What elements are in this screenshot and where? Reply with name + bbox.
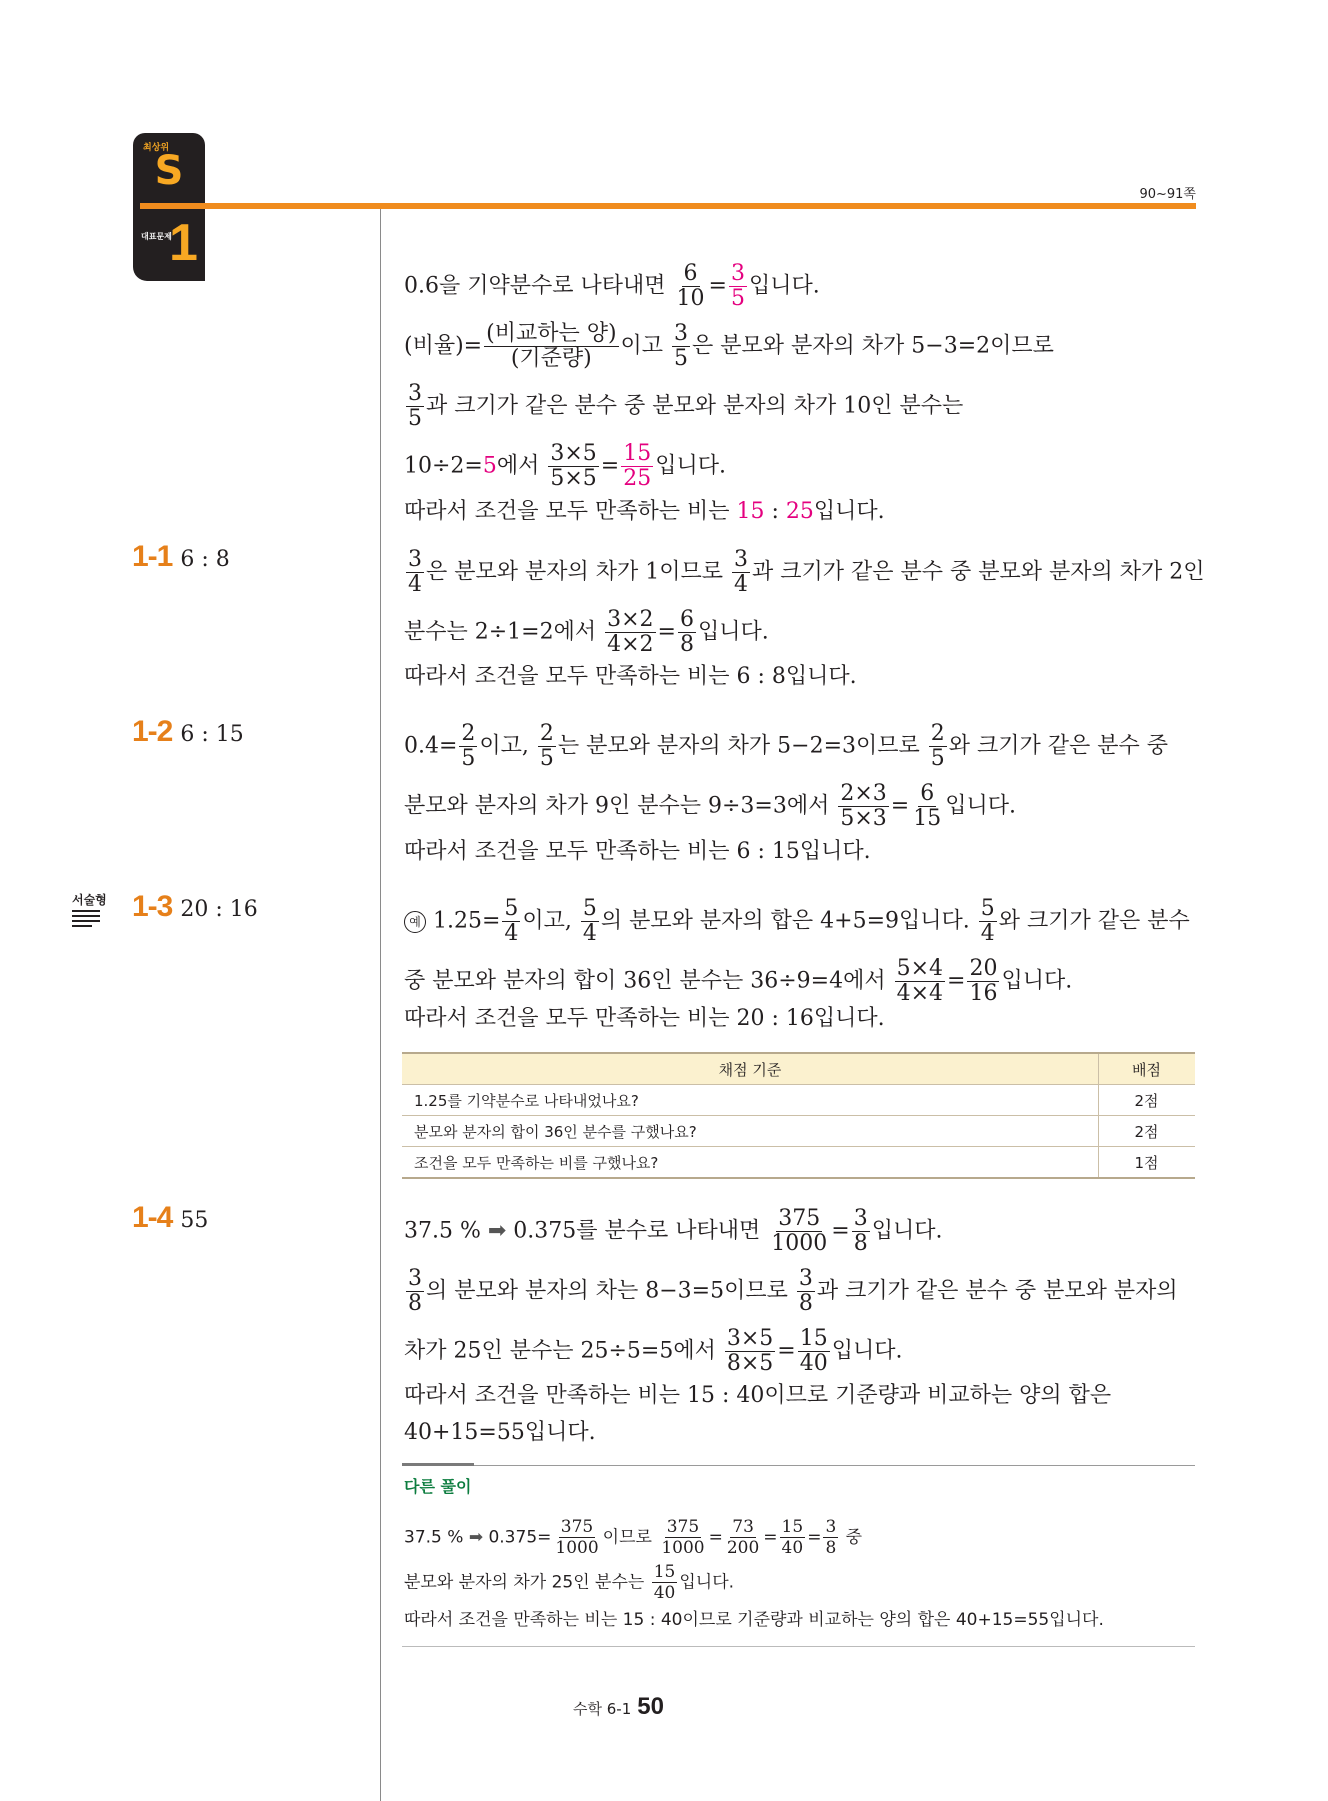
denominator: 5: [539, 746, 554, 771]
alt-solution-title: 다른 풀이: [404, 1477, 472, 1496]
alt-divider: [402, 1465, 1195, 1466]
fraction: [798, 1327, 830, 1376]
denominator: 4: [408, 572, 422, 597]
numerator: 3: [798, 1266, 813, 1291]
fraction: [725, 1327, 775, 1376]
page-number: 50: [637, 1693, 664, 1720]
text: 분모와 분자의 차가 25인 분수는: [404, 1572, 650, 1593]
text: =: [831, 1218, 850, 1244]
badge-letter: S: [154, 148, 184, 194]
text: 이고,: [479, 733, 536, 759]
numerator: 2: [930, 721, 945, 746]
fraction: [581, 897, 599, 946]
text: =: [807, 1527, 822, 1548]
table-header: 채점 기준: [402, 1053, 1099, 1085]
problem-answer: 6 : 15: [180, 722, 244, 747]
text: =: [777, 1338, 796, 1364]
fraction: [678, 608, 696, 657]
solution-line: [404, 322, 1054, 371]
text: 37.5 %: [404, 1527, 469, 1548]
denominator: 8: [679, 632, 694, 657]
text: 37.5 %: [404, 1218, 488, 1244]
numerator: 3: [674, 321, 689, 346]
denominator: 5: [730, 286, 745, 311]
table-row: [402, 1116, 1195, 1147]
fraction: [929, 722, 947, 771]
numerator: 3: [408, 1266, 422, 1291]
text: =: [708, 273, 727, 299]
essay-tag: [72, 891, 107, 930]
text: 따라서 조건을 모두 만족하는 비는: [404, 499, 737, 524]
problem-code: 1-4: [132, 1201, 173, 1234]
problem-1-1: [132, 540, 230, 574]
text: 와 크기가 같은 분수: [998, 908, 1190, 934]
text: 입니다.: [1001, 968, 1073, 994]
solution-line: [404, 1267, 1178, 1316]
denominator: 4: [504, 921, 519, 946]
denominator: 25: [623, 466, 652, 491]
numerator: 15: [781, 1517, 804, 1537]
fraction: [548, 442, 598, 491]
fraction: [652, 1562, 678, 1603]
text: 와 크기가 같은 분수 중: [948, 733, 1169, 759]
table-row: [402, 1147, 1195, 1179]
fraction: [459, 722, 477, 771]
text: 입니다.: [697, 619, 769, 645]
header-divider: [140, 203, 1196, 209]
text: 입니다.: [831, 1338, 903, 1364]
highlight-number: 5: [482, 453, 497, 479]
denominator: 8: [798, 1291, 813, 1316]
arrow-icon: ➡: [468, 1527, 484, 1548]
badge-label: 대표문제: [141, 232, 172, 241]
table-header-row: [402, 1053, 1195, 1085]
numerator: 3×2: [607, 607, 654, 632]
numerator: 6: [683, 261, 698, 286]
solution-line: 따라서 조건을 만족하는 비는 15 : 40이므로 기준량과 비교하는 양의 합은: [404, 1383, 1112, 1408]
denominator: 5: [461, 746, 476, 771]
text: 0.375=: [483, 1527, 552, 1548]
text: 1.25=: [426, 908, 501, 934]
denominator: 10: [676, 286, 705, 311]
fraction: [538, 722, 556, 771]
numerator: 3×5: [726, 1326, 774, 1351]
denominator: (기준량): [510, 346, 592, 371]
denominator: 8: [853, 1231, 868, 1256]
problem-1-4: [132, 1201, 208, 1235]
text: 과 크기가 같은 분수 중 분모와 분자의: [816, 1278, 1178, 1304]
solution-line: [404, 722, 1168, 771]
numerator: 3: [734, 547, 748, 572]
problem-code: 1-1: [132, 540, 173, 573]
numerator: 6: [679, 607, 694, 632]
numerator: 2: [539, 721, 554, 746]
solution-line: [404, 497, 885, 527]
fraction: [672, 322, 690, 371]
text: 의 분모와 분자의 합은 4+5=9입니다.: [600, 908, 977, 934]
text: (비율)=: [404, 333, 483, 359]
text: =: [763, 1527, 778, 1548]
denominator: 4×2: [607, 632, 654, 657]
text: 입니다.: [679, 1572, 735, 1593]
fraction: [769, 1207, 829, 1256]
problem-code: 1-3: [132, 890, 173, 923]
fraction: [725, 1517, 761, 1558]
text: 입니다.: [945, 793, 1016, 819]
alt-line: [404, 1562, 734, 1603]
numerator: (비교하는 양): [486, 321, 617, 346]
denominator: 1000: [661, 1538, 705, 1558]
text: 이고: [620, 333, 671, 359]
fraction: [823, 1517, 838, 1558]
text: 차가 25인 분수는 25÷5=5에서: [404, 1338, 723, 1364]
text: 0.4=: [404, 733, 458, 759]
denominator: 40: [781, 1538, 804, 1558]
arrow-icon: ➡: [487, 1218, 507, 1244]
text: =: [600, 453, 620, 479]
problem-1-3: [132, 890, 258, 924]
solution-line: 따라서 조건을 모두 만족하는 비는 20 : 16입니다.: [404, 1006, 885, 1031]
text: 이고,: [522, 908, 579, 934]
text: 분모와 분자의 차가 9인 분수는 9÷3=3에서: [404, 793, 837, 819]
numerator: 375: [560, 1517, 594, 1537]
denominator: 5: [408, 406, 422, 431]
text: 에서: [496, 453, 547, 479]
denominator: 4: [582, 921, 597, 946]
denominator: 4×4: [896, 981, 944, 1006]
numerator: 6: [920, 781, 935, 806]
text: 0.375를 분수로 나타내면: [506, 1218, 768, 1244]
denominator: 16: [969, 981, 998, 1006]
bottom-divider: [402, 1646, 1195, 1647]
fraction: [895, 957, 945, 1006]
fraction: [852, 1207, 870, 1256]
fraction: [484, 322, 618, 371]
page-footer: [573, 1693, 664, 1721]
table-cell: 1점: [1099, 1147, 1196, 1179]
text: 10÷2=: [404, 453, 483, 479]
numerator: 15: [623, 441, 652, 466]
fraction: [553, 1517, 600, 1558]
denominator: 40: [653, 1583, 676, 1603]
solution-line: [404, 957, 1072, 1006]
solution-line: [404, 782, 1016, 831]
text: =: [708, 1527, 723, 1548]
numerator: 3: [730, 261, 745, 286]
fraction: [732, 548, 750, 597]
numerator: 375: [666, 1517, 700, 1537]
numerator: 5: [504, 896, 519, 921]
table-cell: 1.25를 기약분수로 나타내었나요?: [402, 1085, 1099, 1116]
solution-line: [404, 608, 769, 657]
denominator: 4: [734, 572, 748, 597]
fraction: [406, 1267, 424, 1316]
footer-subject: 수학 6-1: [573, 1700, 632, 1718]
numerator: 2: [461, 721, 476, 746]
solution-line: [404, 1327, 902, 1376]
table-cell: 2점: [1099, 1116, 1196, 1147]
denominator: 5: [674, 346, 689, 371]
text: 이므로: [602, 1527, 658, 1548]
alt-line: [404, 1517, 862, 1558]
denominator: 5×3: [840, 806, 887, 831]
fraction-highlight: [729, 262, 747, 311]
fraction: [406, 382, 424, 431]
solution-line: [404, 442, 726, 491]
scoring-table: [402, 1052, 1195, 1179]
solution-line: [404, 548, 1204, 597]
numerator: 5×4: [896, 956, 944, 981]
text: :: [764, 499, 786, 524]
text: =: [657, 619, 676, 645]
numerator: 2×3: [840, 781, 887, 806]
problem-1-2: [132, 715, 244, 749]
text: 은 분모와 분자의 차가 1이므로: [426, 559, 730, 585]
text: 입니다.: [748, 273, 820, 299]
fraction: [797, 1267, 815, 1316]
fraction: [659, 1517, 706, 1558]
solution-line: 따라서 조건을 모두 만족하는 비는 6 : 15입니다.: [404, 839, 871, 864]
badge-top-label: 최상위: [143, 143, 170, 153]
numerator: 3: [853, 1206, 868, 1231]
denominator: 5: [930, 746, 945, 771]
solution-line: [404, 382, 963, 431]
fraction: [675, 262, 707, 311]
numerator: 73: [732, 1517, 754, 1537]
denominator: 4: [980, 921, 995, 946]
text: 는 분모와 분자의 차가 5−2=3이므로: [557, 733, 927, 759]
table-cell: 분모와 분자의 합이 36인 분수를 구했나요?: [402, 1116, 1099, 1147]
numerator: 15: [653, 1562, 676, 1582]
denominator: 8: [408, 1291, 422, 1316]
example-mark-icon: 예: [404, 911, 426, 933]
text: 입니다.: [813, 499, 885, 524]
highlight-number: 25: [785, 499, 814, 524]
highlight-number: 15: [736, 499, 765, 524]
fraction: [838, 782, 888, 831]
denominator: 200: [726, 1538, 760, 1558]
text: =: [947, 968, 966, 994]
solution-line: [404, 897, 1190, 946]
fraction: [502, 897, 520, 946]
numerator: 5: [582, 896, 597, 921]
text: 과 크기가 같은 분수 중 분모와 분자의 차가 2인: [752, 559, 1205, 585]
problem-answer: 20 : 16: [180, 897, 258, 922]
numerator: 3: [408, 547, 422, 572]
numerator: 20: [969, 956, 998, 981]
essay-tag-label: 서술형: [72, 893, 107, 907]
alt-divider-mark: [402, 1463, 474, 1466]
fraction: [911, 782, 943, 831]
text: 중: [840, 1527, 863, 1548]
denominator: 1000: [771, 1231, 828, 1256]
problem-code: 1-2: [132, 715, 173, 748]
denominator: 40: [799, 1351, 828, 1376]
text: 은 분모와 분자의 차가 5−3=2이므로: [692, 333, 1054, 359]
page-range: 90~91쪽: [1139, 187, 1196, 202]
problem-answer: 55: [180, 1208, 209, 1233]
text: =: [890, 793, 910, 819]
table-cell: 조건을 모두 만족하는 비를 구했나요?: [402, 1147, 1099, 1179]
alt-line: 따라서 조건을 만족하는 비는 15 : 40이므로 기준량과 비교하는 양의 합은 40+15=55입니다.: [404, 1610, 1104, 1630]
fraction-highlight: [621, 442, 653, 491]
denominator: 5×5: [550, 466, 597, 491]
denominator: 1000: [555, 1538, 599, 1558]
fraction: [406, 548, 424, 597]
fraction: [605, 608, 655, 657]
text: 의 분모와 분자의 차는 8−3=5이므로: [426, 1278, 795, 1304]
text: 과 크기가 같은 분수 중 분모와 분자의 차가 10인 분수는: [426, 393, 964, 419]
solution-line: 따라서 조건을 모두 만족하는 비는 6 : 8입니다.: [404, 664, 857, 689]
problem-answer: 6 : 8: [180, 547, 230, 572]
text: 입니다.: [655, 453, 726, 479]
essay-lines-icon: [72, 910, 100, 927]
fraction: [780, 1517, 806, 1558]
solution-line: [404, 1207, 942, 1256]
numerator: 375: [778, 1206, 821, 1231]
column-divider: [380, 209, 381, 1801]
text: 중 분모와 분자의 합이 36인 분수는 36÷9=4에서: [404, 968, 893, 994]
numerator: 3×5: [550, 441, 597, 466]
solution-line: 40+15=55입니다.: [404, 1420, 596, 1445]
denominator: 15: [913, 806, 942, 831]
solution-line: [404, 262, 820, 311]
fraction: [967, 957, 999, 1006]
badge-number: 1: [169, 214, 198, 272]
denominator: 8: [825, 1538, 837, 1558]
table-row: [402, 1085, 1195, 1116]
text: 0.6을 기약분수로 나타내면: [404, 273, 673, 299]
numerator: 15: [799, 1326, 828, 1351]
text: 분수는 2÷1=2에서: [404, 619, 604, 645]
fraction: [979, 897, 997, 946]
table-header: 배점: [1099, 1053, 1196, 1085]
numerator: 3: [408, 381, 422, 406]
table-cell: 2점: [1099, 1085, 1196, 1116]
text: 입니다.: [871, 1218, 943, 1244]
numerator: 5: [980, 896, 995, 921]
denominator: 8×5: [726, 1351, 774, 1376]
numerator: 3: [825, 1517, 837, 1537]
